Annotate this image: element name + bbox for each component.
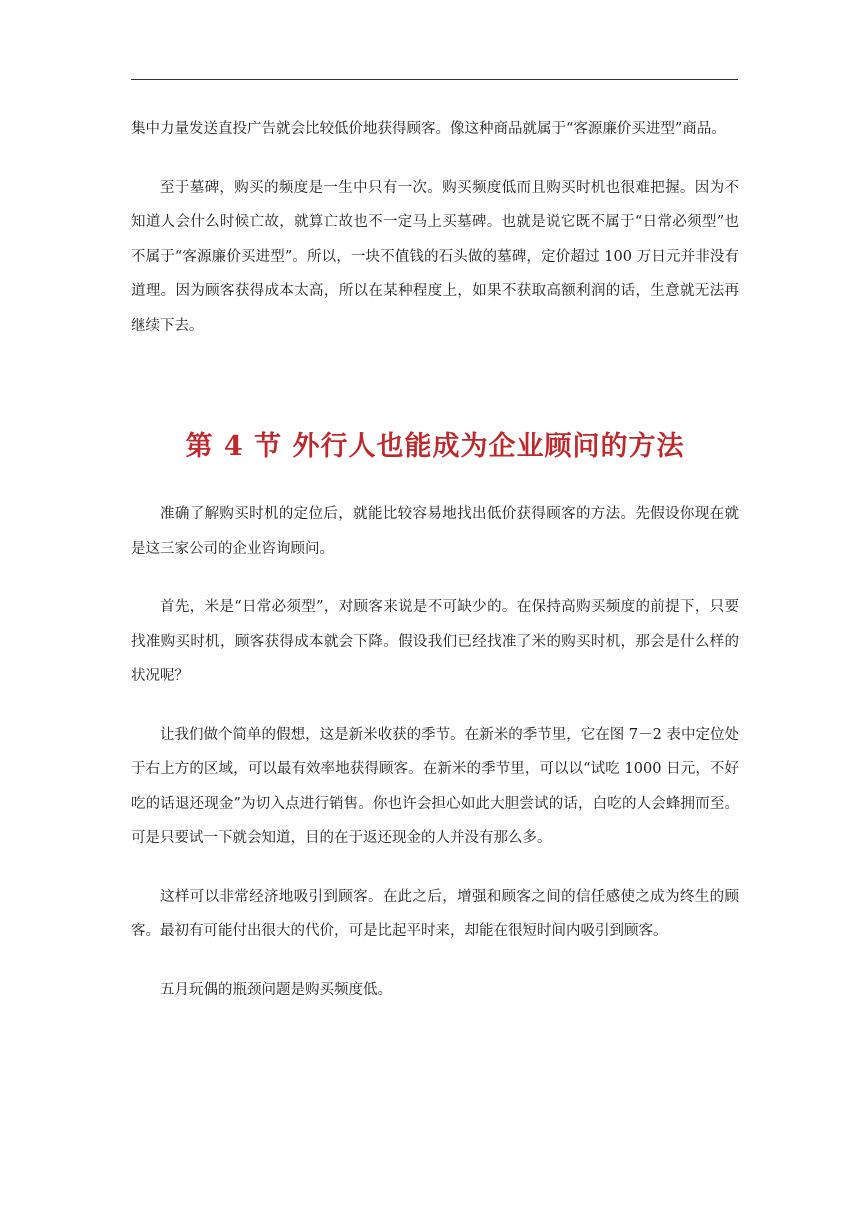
paragraph: 让我们做个简单的假想，这是新米收获的季节。在新米的季节里，它在图 7－2 表中定位处于右上方的区域，可以最有效率地获得顾客。在新米的季节里，可以以“试吃 1000 日元，不好吃的话退还现金”为切入点进行销售。你也许会担心如此大胆尝试的话，白吃的人会蜂拥而至。可是只要试一下就会知道，目的在于返还现金的人并没有那么多。 xyxy=(131,726,739,846)
paragraph: 五月玩偶的瓶颈问题是购买频度低。 xyxy=(160,981,392,998)
paragraph: 集中力量发送直投广告就会比较低价地获得顾客。像这种商品就属于“客源廉价买进型”商品。 xyxy=(131,121,726,137)
section-heading: 第 4 节 外行人也能成为企业顾问的方法 xyxy=(185,431,685,462)
paragraph: 准确了解购买时机的定位后，就能比较容易地找出低价获得顾客的方法。先假设你现在就是这三家公司的企业咨询顾问。 xyxy=(131,506,739,557)
paragraph: 首先，米是“日常必须型”，对顾客来说是不可缺少的。在保持高购买频度的前提下，只要找准购买时机，顾客获得成本就会下降。假设我们已经找准了米的购买时机，那会是什么样的状况呢？ xyxy=(131,599,739,684)
document-body xyxy=(131,112,739,1007)
header-rule xyxy=(131,79,738,80)
paragraph: 这样可以非常经济地吸引到顾客。在此之后，增强和顾客之间的信任感使之成为终生的顾客。最初有可能付出很大的代价，可是比起平时来，却能在很短时间内吸引到顾客。 xyxy=(131,888,739,939)
paragraph: 至于墓碑，购买的频度是一生中只有一次。购买频度低而且购买时机也很难把握。因为不知道人会什么时候亡故，就算亡故也不一定马上买墓碑。也就是说它既不属于“日常必须型”也不属于“客源廉价买进型”。所以，一块不值钱的石头做的墓碑，定价超过 100 万日元并非没有道理。因为顾客获得成本太高，所以在某种程度上，如果不获取高额利润的话，生意就无法再继续下去。 xyxy=(131,179,739,334)
